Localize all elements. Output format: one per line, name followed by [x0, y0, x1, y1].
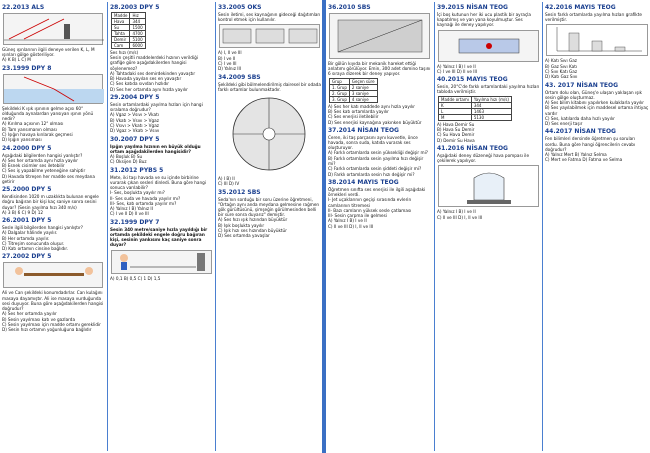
ray-diagram-svg	[4, 14, 104, 44]
table-cell: L	[439, 108, 472, 114]
option[interactable]: C) Su Hava Demir	[437, 132, 475, 138]
speed-table	[438, 96, 512, 121]
table-cell: 1500	[130, 25, 145, 31]
option[interactable]: D) Katı ortamın cinsine bağlıdır.	[2, 246, 69, 252]
option[interactable]: A) Yalnız I B) I ve II	[437, 63, 476, 69]
question-header: 31.2012 PYBS 5	[110, 166, 164, 174]
question-35	[216, 189, 323, 239]
option[interactable]: C) I ve III	[218, 61, 237, 66]
option[interactable]: A) Hava Demir Su	[437, 121, 475, 127]
question-header: 27.2002 DPY 5	[2, 253, 52, 261]
question-header: 39.2015 NİSAN TEOG	[437, 4, 508, 11]
question-text: Şekildeki K ışık ışınının gelme açısı 60° olduğunda aynalardan yansıyan ışının yönü nedir?	[2, 105, 94, 122]
question-22	[0, 4, 106, 63]
refraction-figure	[3, 74, 103, 104]
option[interactable]: C) Mert ve Fatma D) Fatma ve Selma	[545, 157, 623, 163]
table-cell: 2. Grup	[330, 90, 350, 96]
option[interactable]: D) Ses her ortamda aynı hızda yayılır	[110, 86, 188, 92]
table-cell: 5100	[130, 37, 145, 43]
question-header: 29.2004 DPY 5	[110, 94, 160, 101]
bar-svg	[547, 25, 647, 55]
table-cell: Madde ortamı	[439, 96, 472, 102]
bell-jar-figure	[438, 165, 539, 207]
option[interactable]: A) I B) II	[218, 176, 235, 181]
table-cell: Su	[112, 25, 130, 31]
table-cell: 3 saniye	[349, 90, 377, 96]
option[interactable]: C) Oksijen D) Buz	[110, 159, 147, 165]
option[interactable]: A) Katı Sıvı Gaz	[545, 58, 578, 64]
option[interactable]: B) Vkatı > Vsıvı > Vgaz	[110, 117, 159, 123]
table-figure	[3, 262, 103, 288]
question-34	[216, 74, 323, 187]
echo-figure	[111, 250, 212, 274]
left-column-2	[107, 2, 215, 451]
option[interactable]: A) 0,1 B) 0,5 C) 1 D) 1,5	[110, 275, 161, 281]
question-44	[543, 128, 650, 162]
question-header: 37.2014 NİSAN TEOG	[328, 126, 399, 134]
option[interactable]: D) Farklı ortamlarda sesin hızı değişir mi?	[328, 171, 415, 177]
option[interactable]: III- Ses, katı ortamda yayılır mı?	[110, 200, 177, 206]
option[interactable]: A) Kırılma açısının 12° olması	[2, 121, 64, 127]
option[interactable]: C) Sesin yayılması için madde ortamı gereklidir	[2, 321, 101, 327]
question-text: Işığın yayılma hızının en büyük olduğu ortam aşağıdakilerden hangisidir?	[110, 143, 201, 154]
question-40	[435, 76, 542, 143]
table-cell: 2 saniye	[349, 84, 377, 90]
circular-room-figure	[219, 94, 320, 174]
question-header: 40.2015 MAYIS TEOG	[437, 76, 508, 84]
option[interactable]: C) I ve III D) II ve III	[437, 68, 477, 74]
option[interactable]: C) Sıvı Katı Gaz	[545, 69, 578, 74]
option[interactable]: I- Ses, boşlukta yayılır mı?	[110, 190, 165, 196]
question-header: 44.2017 NİSAN TEOG	[545, 128, 616, 136]
option[interactable]: A) Yalnız I B) I ve II	[437, 209, 476, 215]
question-42	[543, 4, 650, 80]
table-cell: 1463	[471, 108, 511, 114]
question-text: Sesin farklı ortamlarda yayılma hızları grafikte verilmiştir.	[545, 12, 642, 23]
option[interactable]: B) Işık boşlukta yayılır	[218, 222, 265, 228]
question-31	[108, 167, 215, 217]
question-header: 41.2016 NİSAN TEOG	[437, 144, 508, 152]
question-text: Seda'nın sorduğu bir soru üzerine öğretmeni, "Ortağın aynı anda meydana gelmesine rağmen gök gürültüsünü, şimşeğin görülmesinden belli bir süre sonra duyarız" demiştir.	[218, 196, 320, 218]
option[interactable]: II- Ses suda ve havada yayılır mı?	[110, 195, 181, 201]
option[interactable]: A) Ses bilim kitabını yapılırken kulaklarla yayılır	[545, 100, 645, 105]
option[interactable]: D) Havada titreşen her madde ses meydana getirir	[2, 173, 95, 184]
domino-figure	[329, 13, 430, 59]
option[interactable]: B) Farklı ortamlarda sesin yayılma hızı değişir mi?	[328, 155, 424, 166]
option[interactable]: D) Demir Su Hava	[437, 137, 475, 143]
question-30	[108, 136, 215, 165]
option[interactable]: C) Ses katıda sıvıdan hızlıdır	[110, 81, 169, 87]
question-text: Mete, iki taşı havada ve su içinde birbirine vurarak çıkan sesleri dinledi. Buna göre hangi sonuca varılabilir?	[110, 174, 206, 190]
question-header: 43. 2017 NİSAN TEOG	[545, 81, 619, 89]
option[interactable]: D) Vgaz > Vkatı > Vsıvı	[110, 128, 160, 134]
option[interactable]: C) II ve III D) I, II ve III	[437, 214, 483, 220]
option[interactable]: D) Sesin hızı ortamın yoğunluğuna bağlıdır	[2, 327, 92, 333]
table-cell: Yayılma hızı (m/s)	[471, 96, 511, 102]
question-text: Sesin, 20°C'de farklı ortamlardaki yayılma hızları tabloda verilmiştir.	[437, 84, 540, 95]
option[interactable]: A) Boşluk B) Su	[110, 154, 143, 159]
bell-jar-svg	[439, 166, 539, 206]
option[interactable]: A) Vgaz > Vsıvı > Vkatı	[110, 112, 159, 118]
echo-svg	[112, 251, 212, 273]
option[interactable]: A) Ses her ortamda yayılır	[2, 311, 57, 317]
table-cell: M	[439, 114, 472, 120]
table-cell: Hız	[130, 13, 145, 19]
domino-table	[329, 78, 378, 103]
option[interactable]: A) Dalgalar hâlinde yayılır.	[2, 230, 58, 236]
option[interactable]: A) I, II ve III	[218, 50, 242, 56]
experiment-figure	[219, 24, 320, 48]
option[interactable]: I- Jet uçaklarının geçişi sırasında evlerin camlarının titremesi	[328, 197, 412, 208]
table-cell: Madde	[112, 13, 130, 19]
question-text: Aşağıdaki deney düzeneği hava pompası ile çekilerek yapılıyor.	[437, 152, 530, 163]
option[interactable]: A) Ses hızı ışık hızından büyüktür	[218, 217, 288, 223]
option[interactable]: A) Yalnız Mert B) Yalnız Selma	[545, 152, 607, 158]
option[interactable]: B) Havada yayılan ses en yavaştır	[110, 76, 182, 82]
left-column-3	[215, 2, 323, 451]
table-cell: Geçen süre	[349, 78, 377, 84]
question-text: Fen bilimleri dersinde öğretmen şu soruları sordu. Buna göre hangi öğrencilerin cevabı doğrudur?	[545, 136, 636, 152]
table-cell: Tahta	[112, 31, 130, 37]
question-header: 36.2010 SBS	[328, 4, 371, 11]
question-header: 25.2000 DPY 5	[2, 186, 52, 194]
option[interactable]: D) Ses enerji taşır	[545, 121, 583, 127]
question-text: Sesin ortamlardaki yayılma hızları için hangi sıralama doğrudur?	[110, 102, 203, 113]
right-page	[326, 0, 650, 453]
bar-figure	[546, 24, 648, 56]
option[interactable]: D) Işığın yansıması	[2, 137, 42, 143]
option[interactable]: D) Katı Gaz Sıvı	[545, 74, 578, 80]
domino-svg	[330, 14, 430, 58]
question-39	[435, 4, 542, 74]
question-text: Aşağıdaki bilgilerden hangisi yanlıştır?	[2, 152, 83, 158]
table-svg	[4, 263, 104, 287]
right-column-3	[542, 2, 650, 451]
question-header: 23.1999 DPY 8	[2, 64, 52, 72]
question-header: 33.2005 OKS	[218, 4, 262, 11]
option[interactable]: C) II ve III D) I, II ve III	[328, 223, 374, 229]
question-text: Şekildeki gibi bölmelendirilmiş dairesel bir odada farklı ortamlar bulunmaktadır.	[218, 81, 321, 92]
refraction-svg	[4, 75, 104, 103]
option[interactable]: A) Ses her ortamda aynı hızla yayılır	[2, 157, 78, 163]
option[interactable]: A) K B) L C) M	[2, 57, 31, 63]
option[interactable]: A) Farklı ortamlarda sesin yüksekliği değişir mi?	[328, 150, 428, 156]
question-header: 38.2014 MAYIS TEOG	[328, 178, 399, 186]
box-experiment-figure	[438, 30, 539, 62]
question-text: Sesin çeşitli maddelerdeki hızının verildiği grafiğe göre aşağıdakilerden hangisi söylenemez?	[110, 55, 198, 71]
left-column-1	[0, 2, 106, 451]
question-header: 32.1999 DPY 7	[110, 218, 160, 226]
question-header: 34.2009 SBS	[218, 73, 261, 81]
axis-label: Ses hızı (m/s)	[110, 50, 139, 55]
experiment-svg	[220, 25, 320, 47]
option[interactable]: A) Yalnız I B) Yalnız II	[110, 206, 153, 212]
question-text: Sesin iletimi, ses kaynağının gideceği dağıtımları kontrol etmek için kullanılır.	[218, 12, 321, 23]
table-cell: 5130	[471, 114, 511, 120]
question-text: Kendisinden 1020 m uzaklıkta bulunan engele doğru bağıran bir kişi kaç saniye sonra sesini duyar? (Sesin yayılma hızı 340 m/s)	[2, 194, 99, 210]
question-text: Sesle ilgili bilgilerden hangisi yanlıştır?	[2, 225, 84, 231]
question-text: İçi boş kutunun her iki ucu plastik bir ayraçla kapatılmış ve yan yana koyulmuştur. Ses kaynağı ile deney yapılıyor.	[437, 12, 531, 28]
option[interactable]: D) Yalnız III	[218, 66, 241, 72]
table-cell: Demir	[112, 37, 130, 43]
question-header: 30.2007 DPY 5	[110, 135, 160, 143]
option[interactable]: B) I ve II	[218, 55, 236, 61]
option[interactable]: A) Tahtadaki ses demirdekinden yavaştır	[110, 70, 196, 76]
right-column-2	[434, 2, 542, 451]
option[interactable]: C) Işığın havaya kırılarak geçmesi	[2, 131, 73, 137]
option[interactable]: B) Hava Su Demir	[437, 126, 475, 132]
option[interactable]: D) Ses ortamda yavaşlar	[218, 233, 270, 239]
table-cell: 4 saniye	[349, 96, 377, 102]
question-24	[0, 145, 106, 185]
option[interactable]: A) Yalnız I B) I ve II	[328, 218, 367, 224]
option[interactable]: II- Bazı camların yüksek sesle çatlaması	[328, 207, 412, 213]
table-cell: 1. Grup	[330, 84, 350, 90]
question-text: Ceren, iki taş parçasını aynı kuvvetle, önce havada, sonra suda, katıda vurarak ses oluşturuyor.	[328, 134, 418, 151]
option[interactable]: B) Sesin yayılması katı ve gazlarda	[2, 316, 76, 322]
question-38	[326, 179, 433, 229]
table-cell: Hava	[112, 19, 130, 25]
table-cell: Grup	[330, 78, 350, 84]
option[interactable]: C) Farklı ortamlarda sesin şiddeti değişir mi?	[328, 166, 422, 172]
question-37	[326, 127, 433, 177]
question-header: 24.2000 DPY 5	[2, 144, 52, 152]
table-cell: 344	[130, 19, 145, 25]
table-cell: 4700	[130, 31, 145, 37]
question-26	[0, 217, 106, 251]
option[interactable]: B) Her ortamda yayılır.	[2, 235, 50, 241]
question-header: 26.2001 DPY 5	[2, 217, 52, 225]
question-header: 35.2012 SBS	[218, 188, 261, 196]
question-25	[0, 186, 106, 215]
option[interactable]: B) Ses yayılabilmek için maddesel ortama ihtiyaç vardır	[545, 105, 649, 116]
option[interactable]: B) Ses katı ortamlarda yayılır	[328, 108, 389, 114]
option[interactable]: C) III D) IV	[218, 181, 240, 187]
table-cell: 6000	[130, 43, 145, 49]
question-43	[543, 82, 650, 127]
option[interactable]: B) Esnek cisimler ses iletebilir	[2, 163, 65, 168]
question-text: Bir gölün kıyıda bir mekanik hareket ettiği anlatımı görülüyor. Emin, 300 adet domino taşını 6 sıraya dizerek bir deney yapıyor.	[328, 61, 431, 77]
table-cell: K	[439, 102, 472, 108]
question-text: Ali ve Can şekildeki konumdadırlar. Can kulağını masaya dayamıştır. Ali ise masaya vurduğunda sesi duyuyor. Buna göre aşağıdakilerden hangisi doğrudur?	[2, 290, 104, 312]
box-experiment-svg	[439, 31, 539, 61]
option[interactable]: C) Titreşim sonucunda oluşur.	[2, 240, 65, 246]
option[interactable]: B) Tam yansımanın olması	[2, 126, 57, 132]
option[interactable]: C) Ses enerjisi iletilebilir	[328, 114, 379, 120]
question-text: Öğretmen sınıfta ses enerjisi ile ilgili aşağıdaki örnekleri verdi.	[328, 186, 426, 198]
option[interactable]: C) I ve II D) II ve III	[110, 211, 149, 217]
question-29	[108, 94, 215, 134]
option[interactable]: D) Ses enerjisi kaynağına yakınken büyüktür	[328, 119, 422, 125]
question-41	[435, 145, 542, 220]
table-cell: Cam	[112, 43, 130, 49]
question-32	[108, 219, 215, 281]
option[interactable]: B) Gaz Sıvı Katı	[545, 63, 578, 69]
speed-table	[111, 12, 146, 49]
option[interactable]: C) Ses, katılarda daha hızlı yayılır	[545, 115, 615, 121]
question-text: Ortam dolu olan, Güneş'e ulaşan yaklaşan ışık sesin gölge oluşturmaz.	[545, 89, 642, 100]
table-cell: 3. Grup	[330, 96, 350, 102]
option[interactable]: C) Ses iş yapabilme yeteneğine sahiptir	[2, 168, 86, 174]
question-text: Güneş ışınlarının ilgili deneye verilen K, L, M ışınları gölge gösteriliyor.	[2, 47, 95, 58]
option[interactable]: A) Ses her katı maddede aynı hızla yayılır	[328, 103, 416, 109]
left-page	[0, 0, 322, 453]
option[interactable]: A) 3 B) 6 C) 9 D) 12	[2, 209, 44, 215]
table-cell: 344	[471, 102, 511, 108]
question-23	[0, 65, 106, 143]
question-header: 22.2013 ALS	[2, 4, 45, 11]
question-36	[326, 4, 433, 125]
question-header: 28.2003 DPY 5	[110, 4, 160, 11]
right-column-1	[326, 2, 433, 451]
question-27	[0, 253, 106, 332]
option[interactable]: C) Işık hızı ses hızından büyüktür	[218, 228, 287, 233]
question-28	[108, 4, 215, 92]
ray-diagram-figure	[3, 13, 103, 45]
option[interactable]: III- Sesin çarpma ile gelmesi	[328, 213, 387, 219]
question-text: Sesin 340 metre/saniye hızla yayıldığı bir ortamda şekildeki engele doğru bağıran kişi, sesinin yankısını kaç saniye sonra duyar?	[110, 226, 208, 248]
question-header: 42.2016 MAYIS TEOG	[545, 4, 616, 11]
option[interactable]: C) Vsıvı > Vkatı > Vgaz	[110, 123, 159, 128]
question-33	[216, 4, 323, 72]
circular-room-svg	[219, 94, 319, 174]
